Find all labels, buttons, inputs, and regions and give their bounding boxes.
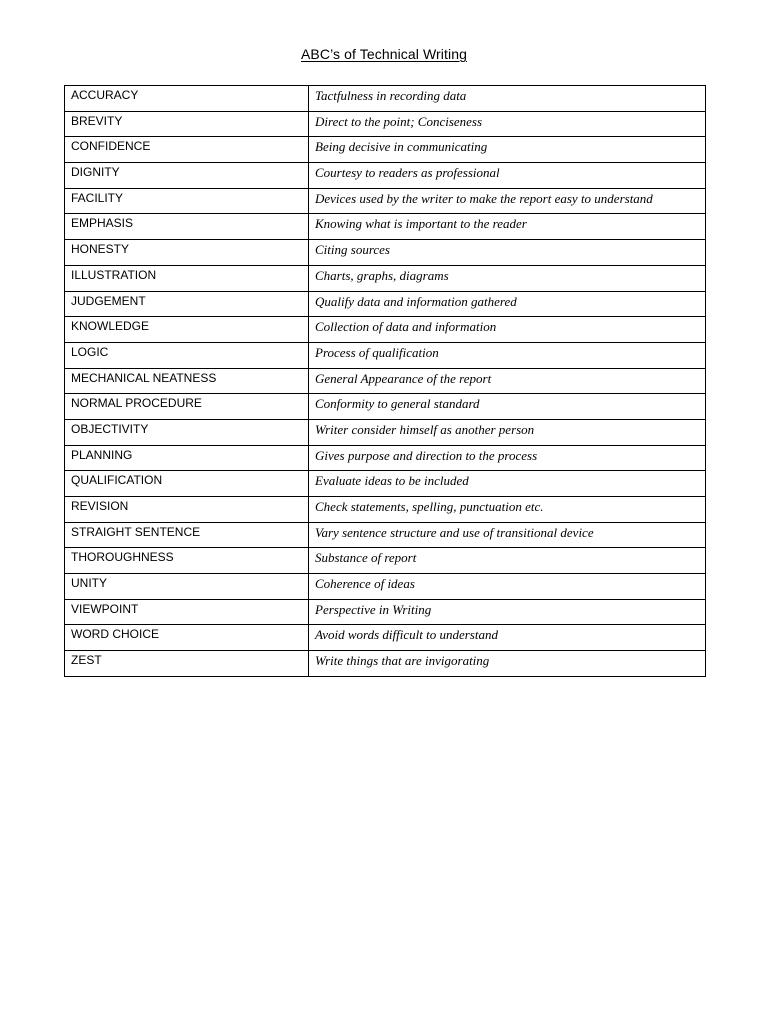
term-cell: JUDGEMENT — [65, 291, 309, 317]
definition-cell: Qualify data and information gathered — [309, 291, 706, 317]
table-row — [65, 368, 706, 394]
table-row — [65, 394, 706, 420]
term-cell: LOGIC — [65, 342, 309, 368]
table-row — [65, 137, 706, 163]
table-row — [65, 419, 706, 445]
term-cell: ILLUSTRATION — [65, 265, 309, 291]
table-row — [65, 317, 706, 343]
term-cell: OBJECTIVITY — [65, 419, 309, 445]
definition-cell: Check statements, spelling, punctuation etc. — [309, 497, 706, 523]
definition-cell: Collection of data and information — [309, 317, 706, 343]
table-row — [65, 265, 706, 291]
term-cell: MECHANICAL NEATNESS — [65, 368, 309, 394]
definition-cell: Devices used by the writer to make the report easy to understand — [309, 188, 706, 214]
term-cell: QUALIFICATION — [65, 471, 309, 497]
definition-cell: Knowing what is important to the reader — [309, 214, 706, 240]
definition-cell: Charts, graphs, diagrams — [309, 265, 706, 291]
definition-cell: Write things that are invigorating — [309, 651, 706, 677]
term-cell: WORD CHOICE — [65, 625, 309, 651]
definition-cell: Avoid words difficult to understand — [309, 625, 706, 651]
definition-cell: Coherence of ideas — [309, 574, 706, 600]
table-row — [65, 163, 706, 189]
term-cell: ACCURACY — [65, 86, 309, 112]
table-row — [65, 342, 706, 368]
table-row — [65, 574, 706, 600]
term-cell: FACILITY — [65, 188, 309, 214]
table-row — [65, 651, 706, 677]
definition-cell: Evaluate ideas to be included — [309, 471, 706, 497]
table-row — [65, 522, 706, 548]
term-cell: PLANNING — [65, 445, 309, 471]
definition-cell: Courtesy to readers as professional — [309, 163, 706, 189]
page-title: ABC’s of Technical Writing — [300, 46, 467, 62]
term-cell: EMPHASIS — [65, 214, 309, 240]
term-cell: THOROUGHNESS — [65, 548, 309, 574]
table-row — [65, 471, 706, 497]
term-cell: STRAIGHT SENTENCE — [65, 522, 309, 548]
table-row — [65, 86, 706, 112]
term-cell: UNITY — [65, 574, 309, 600]
definition-cell: Tactfulness in recording data — [309, 86, 706, 112]
abc-table — [64, 85, 706, 677]
table-row — [65, 497, 706, 523]
definition-cell: Vary sentence structure and use of transitional device — [309, 522, 706, 548]
definition-cell: Direct to the point; Conciseness — [309, 111, 706, 137]
definition-cell: Conformity to general standard — [309, 394, 706, 420]
definition-cell: Substance of report — [309, 548, 706, 574]
table-row — [65, 188, 706, 214]
table-row — [65, 625, 706, 651]
term-cell: KNOWLEDGE — [65, 317, 309, 343]
abc-table-body — [65, 86, 706, 677]
table-row — [65, 214, 706, 240]
table-row — [65, 599, 706, 625]
term-cell: CONFIDENCE — [65, 137, 309, 163]
definition-cell: Perspective in Writing — [309, 599, 706, 625]
term-cell: DIGNITY — [65, 163, 309, 189]
term-cell: BREVITY — [65, 111, 309, 137]
table-row — [65, 548, 706, 574]
definition-cell: Citing sources — [309, 240, 706, 266]
term-cell: REVISION — [65, 497, 309, 523]
term-cell: HONESTY — [65, 240, 309, 266]
term-cell: ZEST — [65, 651, 309, 677]
definition-cell: General Appearance of the report — [309, 368, 706, 394]
table-row — [65, 445, 706, 471]
definition-cell: Being decisive in communicating — [309, 137, 706, 163]
definition-cell: Process of qualification — [309, 342, 706, 368]
table-row — [65, 240, 706, 266]
term-cell: VIEWPOINT — [65, 599, 309, 625]
table-row — [65, 111, 706, 137]
definition-cell: Gives purpose and direction to the process — [309, 445, 706, 471]
table-row — [65, 291, 706, 317]
definition-cell: Writer consider himself as another person — [309, 419, 706, 445]
term-cell: NORMAL PROCEDURE — [65, 394, 309, 420]
